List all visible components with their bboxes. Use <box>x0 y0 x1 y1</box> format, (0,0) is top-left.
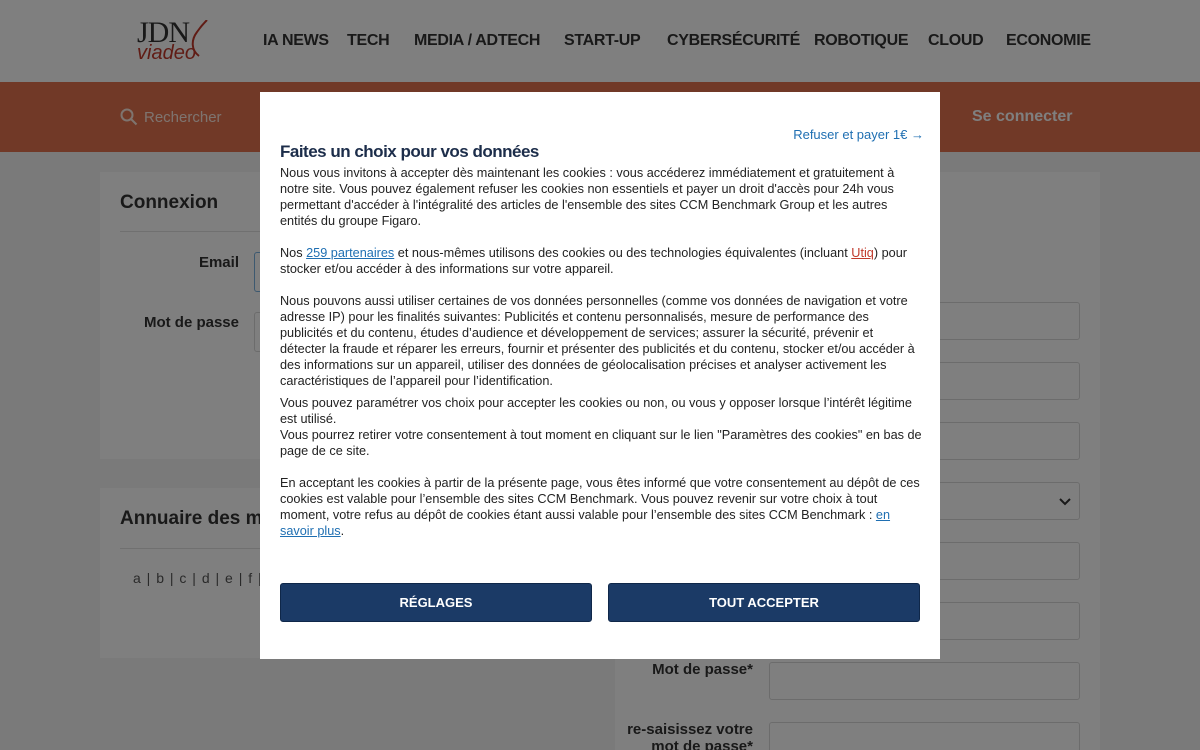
partners-link[interactable]: 259 partenaires <box>306 246 395 260</box>
consent-paragraph-4: Vous pouvez paramétrer vos choix pour accepter les cookies ou non, ou vous y opposer lorsque l’intérêt légitime est utilisé. <box>280 396 912 426</box>
cookie-consent-modal <box>260 92 940 659</box>
consent-paragraph-1: Nous vous invitons à accepter dès maintenant les cookies : vous accéderez immédiatement et gratuitement à notre site. Vous pouvez également refuser les cookies non essentiels et payer un droit d'accès pour 24h vous permettant d'accéder à l'intégralité des articles de l'ensemble des sites CCM Benchmark Group et les autres entités du groupe Figaro. <box>280 166 895 228</box>
consent-paragraph-3: Nous pouvons aussi utiliser certaines de vos données personnelles (comme vos données de navigation et votre adresse IP) pour les finalités suivantes: Publicités et contenu personnalisés, mesure de performance des publicités et du contenu, études d’audience et développement de services; assurer la sécurité, prévenir et détecter la fraude et réparer les erreurs, fournir et présenter des publicités et du contenu, stocker et/ou accéder à des informations sur un appareil, utiliser des données de géolocalisation précises et analyser activement les caractéristiques de l’appareil pour l’identification. <box>280 294 915 388</box>
refuse-and-pay-link[interactable]: Refuser et payer 1€ → <box>793 127 924 142</box>
settings-button[interactable]: RÉGLAGES <box>280 583 592 622</box>
learn-more-link[interactable]: en savoir plus <box>280 508 891 538</box>
modal-body <box>280 165 922 539</box>
modal-title: Faites un choix pour vos données <box>280 142 539 161</box>
consent-paragraph-6: En acceptant les cookies à partir de la présente page, vous êtes informé que votre consentement au dépôt de ces cookies est valable pour l’ensemble des sites CCM Benchmark. Vous pouvez revenir sur votre choix à tout moment, votre refus au dépôt de cookies étant aussi valable pour l’ensemble des sites CCM Benchmark : en savoir plus. <box>280 476 920 538</box>
utiq-link[interactable]: Utiq <box>851 246 874 260</box>
consent-paragraph-5: Vous pourrez retirer votre consentement à tout moment en cliquant sur le lien "Paramètres des cookies" en bas de page de ce site. <box>280 428 922 458</box>
consent-paragraph-2: Nos 259 partenaires et nous-mêmes utilisons des cookies ou des technologies équivalentes (incluant Utiq) pour stocker et/ou accéder à des informations sur votre appareil. <box>280 246 907 276</box>
accept-all-button[interactable]: TOUT ACCEPTER <box>608 583 920 622</box>
